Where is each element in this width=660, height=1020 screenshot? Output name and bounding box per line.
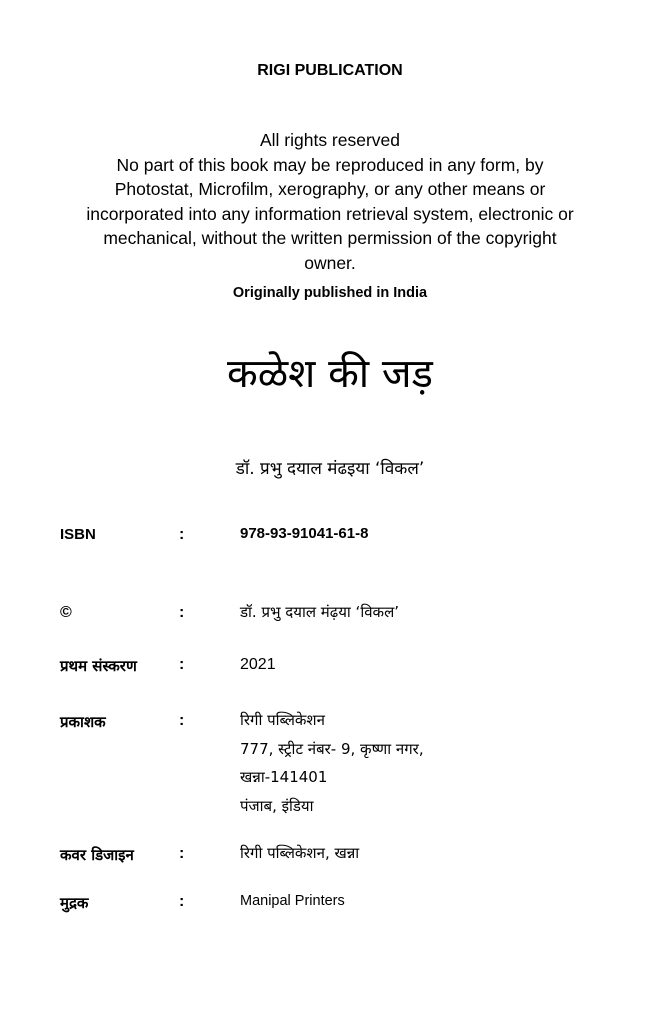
copyright-label: © xyxy=(60,604,72,621)
publisher-info-label: प्रकाशक xyxy=(60,713,106,731)
edition-colon: : xyxy=(179,656,185,673)
edition-value: 2021 xyxy=(240,656,276,673)
copyright-colon: : xyxy=(179,604,185,621)
edition-label: प्रथम संस्करण xyxy=(60,657,137,675)
origin-note: Originally published in India xyxy=(232,285,428,301)
copyright-value: डॉ. प्रभु दयाल मंढ़या ‘विकल’ xyxy=(240,603,400,621)
cover-design-label: कवर डिजाइन xyxy=(60,846,134,864)
address-line: 777, स्ट्रीट नंबर- 9, कृष्णा नगर, xyxy=(240,739,424,758)
isbn-label: ISBN xyxy=(60,526,96,543)
printer-label: मुद्रक xyxy=(60,894,89,912)
publisher-address xyxy=(240,706,424,820)
author-name: डॉ. प्रभु दयाल मंढइया ‘विकल’ xyxy=(235,459,425,479)
printer-colon: : xyxy=(179,893,185,910)
isbn-colon: : xyxy=(179,526,185,543)
rights-line: All rights reserved xyxy=(259,130,401,150)
publisher-info-colon: : xyxy=(179,712,185,729)
printer-value: Manipal Printers xyxy=(240,893,345,909)
rights-line: Photostat, Microfilm, xerography, or any other means or xyxy=(114,179,546,199)
rights-line: mechanical, without the written permission of the copyright xyxy=(103,228,557,248)
publisher-heading: RIGI PUBLICATION xyxy=(257,62,403,79)
rights-notice xyxy=(60,128,600,275)
address-line: खन्ना-141401 xyxy=(240,768,328,786)
rights-line: incorporated into any information retrieval system, electronic or xyxy=(86,203,574,224)
book-title: कळेश की जड़ xyxy=(227,351,433,397)
address-line: पंजाब, इंडिया xyxy=(240,796,314,815)
cover-design-value: रिगी पब्लिकेशन, खन्ना xyxy=(240,844,360,862)
cover-design-colon: : xyxy=(179,845,185,862)
address-line: रिगी पब्लिकेशन xyxy=(240,711,325,729)
isbn-value: 978-93-91041-61-8 xyxy=(240,525,369,542)
rights-line: owner. xyxy=(304,252,356,273)
rights-line: No part of this book may be reproduced in any form, by xyxy=(116,154,544,175)
